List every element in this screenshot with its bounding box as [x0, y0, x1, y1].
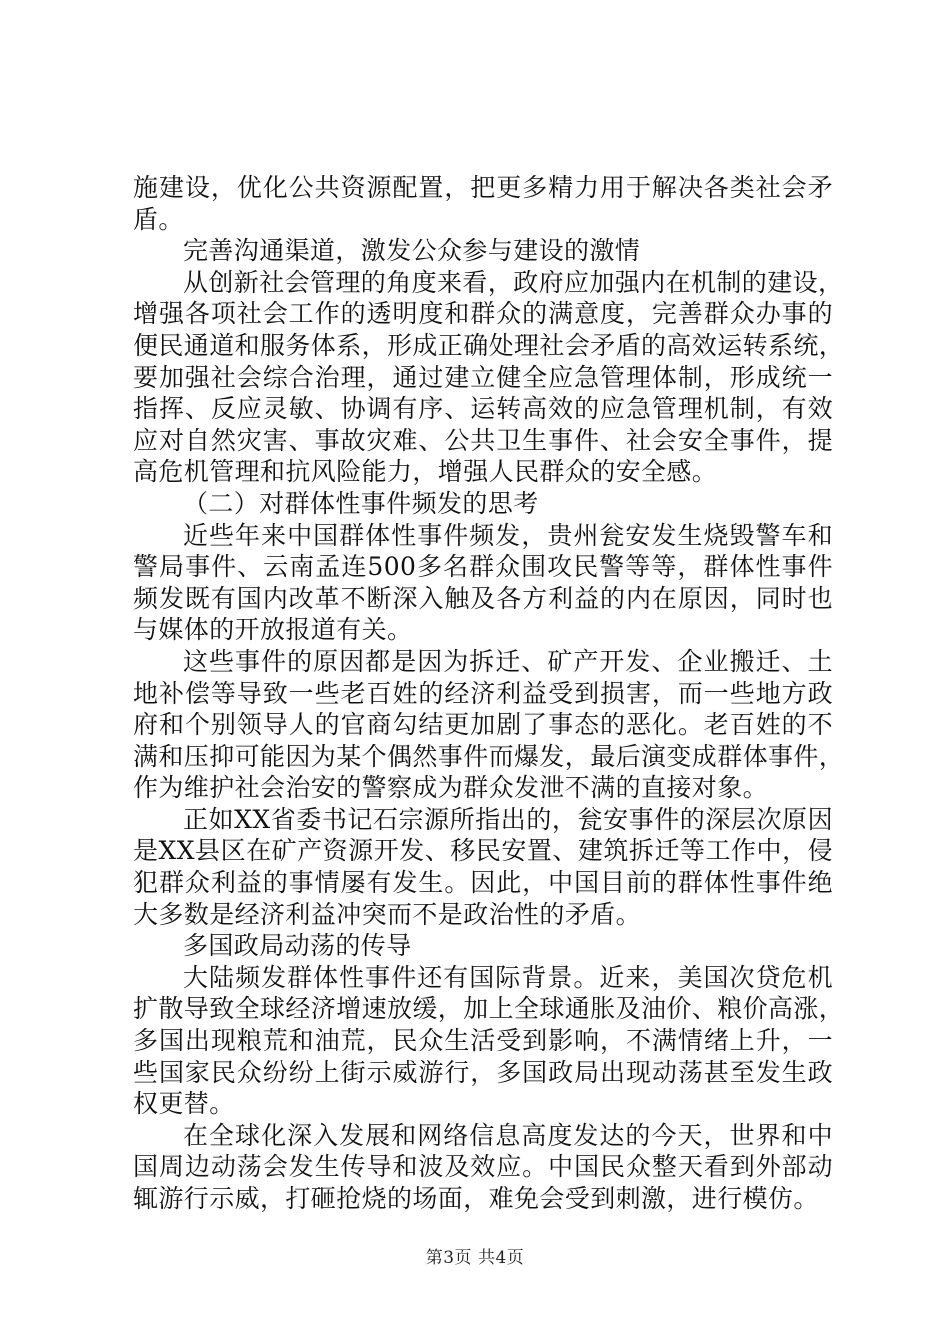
- section-heading: 多国政局动荡的传导: [183, 931, 412, 961]
- text-line: 高危机管理和抗风险能力，增强人民群众的安全感。: [133, 457, 718, 487]
- text-line: 犯群众利益的事情屡有发生。因此，中国目前的群体性事件绝: [133, 868, 833, 898]
- text-line: 近些年来中国群体性事件频发，贵州瓮安发生烧毁警车和: [183, 520, 833, 550]
- text-line: 这些事件的原因都是因为拆迁、矿产开发、企业搬迁、土: [183, 646, 833, 676]
- text-line: 在全球化深入发展和网络信息高度发达的今天，世界和中: [183, 1120, 833, 1150]
- text-line: 作为维护社会治安的警察成为群众发泄不满的直接对象。: [133, 773, 769, 803]
- section-heading: 完善沟通渠道，激发公众参与建设的激情: [183, 236, 641, 266]
- page-footer: 第3页 共4页: [425, 1248, 525, 1268]
- text-line: 警局事件、云南孟连500多名群众围攻民警等等，群体性事件: [133, 552, 833, 582]
- text-line: 府和个别领导人的官商勾结更加剧了事态的恶化。老百姓的不: [133, 710, 833, 740]
- text-line: 要加强社会综合治理，通过建立健全应急管理体制，形成统一: [133, 362, 833, 392]
- text-line: 增强各项社会工作的透明度和群众的满意度，完善群众办事的: [133, 299, 833, 329]
- text-line: 地补偿等导致一些老百姓的经济利益受到损害，而一些地方政: [133, 678, 833, 708]
- text-line: 国周边动荡会发生传导和波及效应。中国民众整天看到外部动: [133, 1152, 833, 1182]
- text-line: 权更替。: [133, 1089, 235, 1119]
- text-line: 多国出现粮荒和油荒，民众生活受到影响，不满情绪上升，一: [133, 1026, 833, 1056]
- text-line: 是XX县区在矿产资源开发、移民安置、建筑拆迁等工作中，侵: [133, 836, 833, 866]
- text-line: 大多数是经济利益冲突而不是政治性的矛盾。: [133, 899, 642, 929]
- text-line: 扩散导致全球经济增速放缓，加上全球通胀及油价、粮价高涨，: [133, 994, 845, 1024]
- text-line: 正如XX省委书记石宗源所指出的，瓮安事件的深层次原因: [183, 804, 833, 834]
- section-heading: （二）对群体性事件频发的思考: [183, 488, 539, 518]
- text-line: 应对自然灾害、事故灾难、公共卫生事件、社会安全事件，提: [133, 425, 833, 455]
- text-line: 些国家民众纷纷上街示威游行，多国政局出现动荡甚至发生政: [133, 1057, 833, 1087]
- text-line: 大陆频发群体性事件还有国际背景。近来，美国次贷危机: [183, 962, 833, 992]
- text-line: 满和压抑可能因为某个偶然事件而爆发，最后演变成群体事件，: [133, 741, 845, 771]
- body-text: [133, 172, 845, 1215]
- text-line: 便民通道和服务体系，形成正确处理社会矛盾的高效运转系统，: [133, 330, 845, 360]
- text-line: 与媒体的开放报道有关。: [133, 615, 413, 645]
- text-line: 频发既有国内改革不断深入触及各方利益的内在原因，同时也: [133, 583, 833, 613]
- text-line: 指挥、反应灵敏、协调有序、运转高效的应急管理机制，有效: [133, 394, 833, 424]
- text-line: 盾。: [133, 204, 184, 234]
- text-line: 施建设，优化公共资源配置，把更多精力用于解决各类社会矛: [133, 173, 833, 202]
- text-line: 从创新社会管理的角度来看，政府应加强内在机制的建设，: [183, 267, 844, 297]
- text-line: 辄游行示威，打砸抢烧的场面，难免会受到刺激，进行模仿。: [133, 1184, 819, 1213]
